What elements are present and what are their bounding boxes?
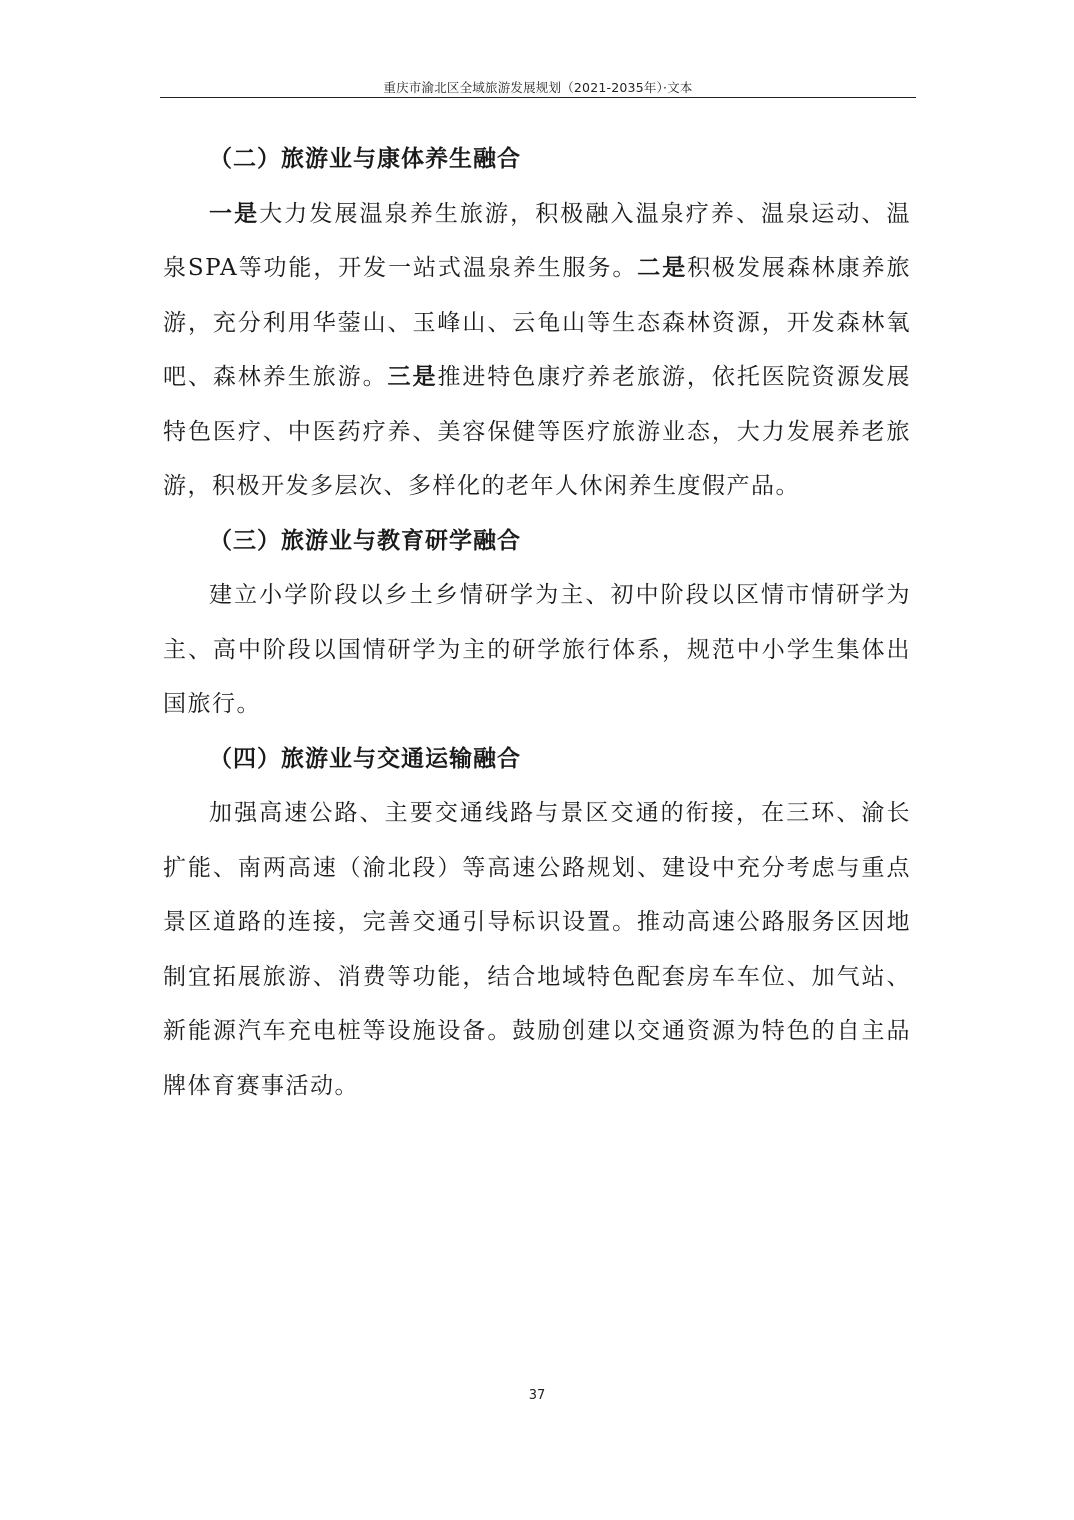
lead-phrase-3: 三是 bbox=[387, 363, 438, 390]
section-heading-2: （二）旅游业与康体养生融合 bbox=[209, 145, 521, 172]
section-paragraph-3: 建立小学阶段以乡土乡情研学为主、初中阶段以区情市情研学为主、高中阶段以国情研学为主的研学旅行体系，规范中小学生集体出国旅行。 bbox=[163, 582, 911, 717]
running-header: 重庆市渝北区全域旅游发展规划（2021-2035年）·文本 bbox=[383, 80, 693, 95]
document-body bbox=[163, 132, 911, 1113]
paragraph-text-3: 推进特色康疗养老旅游，依托医院资源发展特色医疗、中医药疗养、美容保健等医疗旅游业态，大力发展养老旅游，积极开发多层次、多样化的老年人休闲养生度假产品。 bbox=[163, 364, 912, 499]
section-paragraph-2 bbox=[163, 187, 911, 514]
section-heading-3: （三）旅游业与教育研学融合 bbox=[209, 526, 521, 554]
section-heading-4: （四）旅游业与交通运输融合 bbox=[209, 744, 521, 772]
lead-phrase-2: 二是 bbox=[637, 254, 688, 281]
section-paragraph-4: 加强高速公路、主要交通线路与景区交通的衔接，在三环、渝长扩能、南两高速（渝北段）等高速公路规划、建设中充分考虑与重点景区道路的连接，完善交通引导标识设置。推动高速公路服务区因地制宜拓展旅游、消费等功能，结合地域特色配套房车车位、加气站、新能源汽车充电桩等设施设备。鼓励创建以交通资源为特色的自主品牌体育赛事活动。 bbox=[163, 800, 911, 1099]
paragraph-text-1: 大力发展温泉养生旅游，积极融入温泉疗养、温泉运动、温泉SPA等功能，开发一站式温泉养生服务。 bbox=[163, 200, 912, 281]
page-number: 37 bbox=[528, 1388, 546, 1403]
paragraph-text-2: 积极发展森林康养旅游，充分利用华蓥山、玉峰山、云龟山等生态森林资源，开发森林氧吧、森林养生旅游。 bbox=[163, 255, 912, 390]
header-divider bbox=[160, 97, 916, 98]
lead-phrase-1: 一是 bbox=[209, 199, 260, 227]
